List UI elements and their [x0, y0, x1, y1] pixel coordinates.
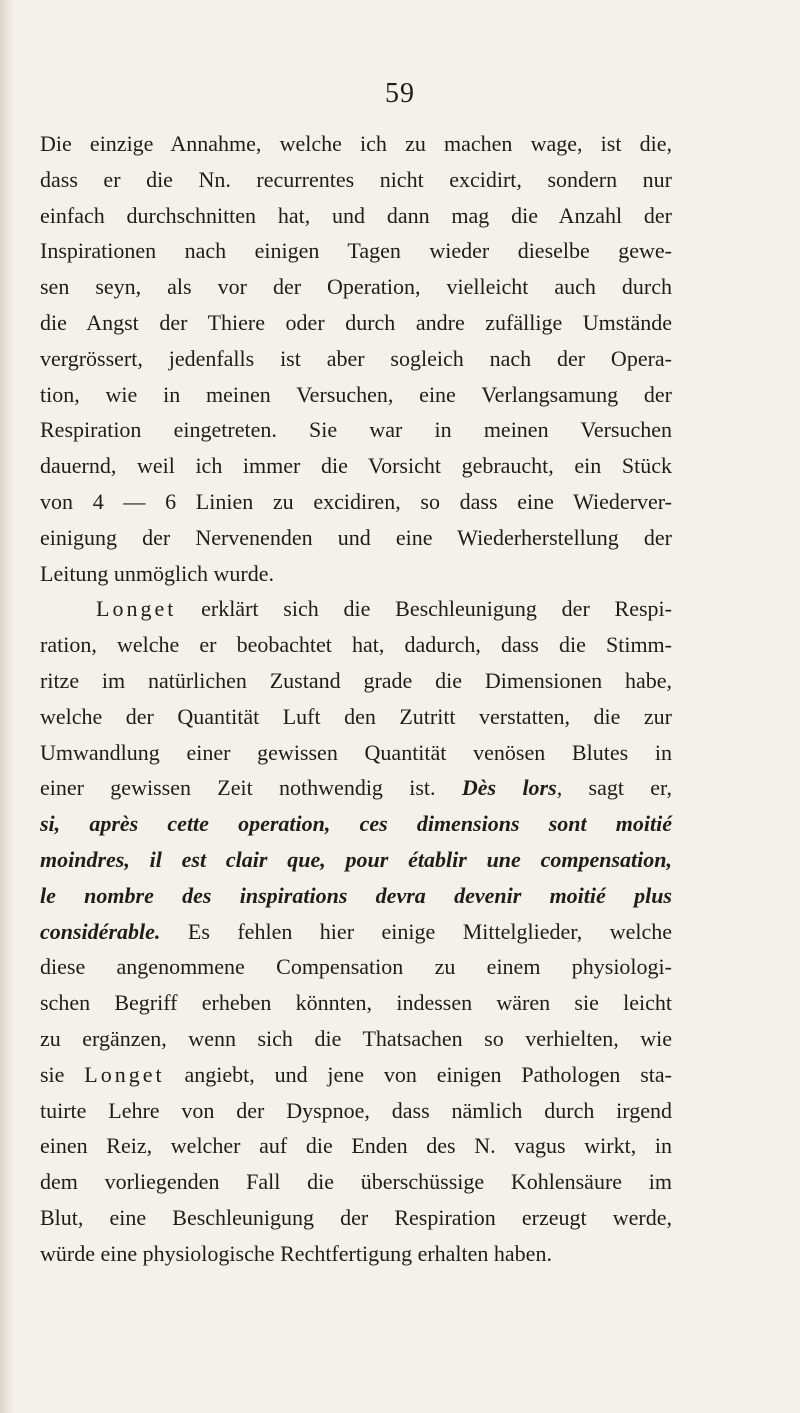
text-segment: zu ergänzen, wenn sich die Thatsachen so verhielten, wie — [40, 1025, 672, 1051]
page-number: 59 — [385, 78, 415, 109]
text-segment: Die einzige Annahme, welche ich zu machen wage, ist die, — [40, 131, 672, 156]
text-segment: einigung der Nervenenden und eine Wiederherstellung der — [40, 524, 672, 550]
text-segment: dem vorliegenden Fall die überschüssige Kohlensäure im — [40, 1169, 672, 1195]
text-line — [40, 162, 672, 198]
french-quote: moindres, il est clair que, pour établir une compensation, — [40, 846, 672, 872]
text-segment: schen Begriff erheben könnten, indessen wären sie leicht — [40, 990, 672, 1016]
text-line — [40, 1021, 672, 1057]
text-segment: tion, wie in meinen Versuchen, eine Verlangsamung der — [40, 381, 672, 407]
text-segment: Respiration eingetreten. Sie war in meinen Versuchen — [40, 417, 672, 443]
text-line — [40, 305, 672, 341]
text-segment: die Angst der Thiere oder durch andre zufällige Umstände — [40, 309, 672, 335]
text-segment: sie — [40, 1061, 85, 1087]
text-line — [40, 1128, 672, 1164]
french-quote: si, après cette operation, ces dimensions sont moitié — [40, 811, 672, 837]
text-line — [40, 914, 672, 950]
text-line — [40, 1236, 672, 1272]
text-line — [40, 556, 672, 592]
text-line — [40, 949, 672, 985]
french-quote: Dès lors — [461, 775, 557, 801]
text-segment: welche der Quantität Luft den Zutritt verstatten, die zur — [40, 703, 672, 729]
text-segment: Leitung unmöglich wurde. — [40, 560, 275, 586]
text-line — [40, 699, 672, 735]
text-line — [40, 198, 672, 234]
text-line — [40, 520, 672, 556]
text-line — [40, 233, 672, 269]
author-name: Longet — [96, 596, 177, 622]
text-segment: Blut, eine Beschleunigung der Respiration erzeugt werde, — [40, 1204, 672, 1230]
text-line — [40, 484, 672, 520]
text-segment: ration, welche er beobachtet hat, dadurch, dass die Stimm- — [40, 632, 672, 658]
text-line — [40, 591, 672, 627]
text-line — [40, 1164, 672, 1200]
text-line — [40, 341, 672, 377]
text-line — [40, 126, 672, 162]
text-segment: tuirte Lehre von der Dyspnoe, dass nämlich durch irgend — [40, 1097, 672, 1123]
body-text — [40, 126, 672, 1272]
text-line — [40, 627, 672, 663]
author-name: Longet — [84, 1061, 165, 1087]
text-segment: vergrössert, jedenfalls ist aber sogleich nach der Opera- — [40, 345, 672, 371]
text-line — [40, 1057, 672, 1093]
text-segment: diese angenommene Compensation zu einem physiologi- — [40, 954, 672, 980]
page-binding-edge — [0, 0, 14, 1413]
text-line — [40, 878, 672, 914]
text-segment: dauernd, weil ich immer die Vorsicht gebraucht, ein Stück — [40, 453, 672, 479]
text-line — [40, 448, 672, 484]
text-segment: einfach durchschnitten hat, und dann mag die Anzahl der — [40, 202, 672, 228]
text-segment: Umwandlung einer gewissen Quantität venösen Blutes in — [40, 739, 672, 765]
text-line — [40, 663, 672, 699]
text-segment: angiebt, und jene von einigen Pathologen sta- — [164, 1061, 672, 1087]
text-segment: würde eine physiologische Rechtfertigung erhalten haben. — [40, 1240, 552, 1266]
text-line — [40, 770, 672, 806]
text-segment: Inspirationen nach einigen Tagen wieder dieselbe gewe- — [40, 238, 672, 264]
text-segment: von 4 — 6 Linien zu excidiren, so dass eine Wiederver- — [40, 488, 672, 514]
text-segment: Es fehlen hier einige Mittelglieder, welche — [160, 918, 672, 944]
text-segment: erklärt sich die Beschleunigung der Respi- — [176, 596, 672, 622]
text-line — [40, 377, 672, 413]
text-segment: einen Reiz, welcher auf die Enden des N. vagus wirkt, in — [40, 1133, 672, 1159]
french-quote: le nombre des inspirations devra devenir moitié plus — [40, 882, 672, 908]
french-quote: considérable. — [40, 918, 161, 944]
text-line — [40, 412, 672, 448]
text-line — [40, 806, 672, 842]
text-line — [40, 985, 672, 1021]
text-segment: , sagt er, — [556, 775, 673, 801]
text-line — [40, 269, 672, 305]
text-line — [40, 1200, 672, 1236]
text-line — [40, 1093, 672, 1129]
text-line — [40, 842, 672, 878]
text-line — [40, 735, 672, 771]
text-segment: sen seyn, als vor der Operation, vielleicht auch durch — [40, 274, 672, 300]
text-segment: einer gewissen Zeit nothwendig ist. — [40, 775, 462, 801]
text-segment: dass er die Nn. recurrentes nicht excidirt, sondern nur — [40, 166, 672, 192]
text-segment: ritze im natürlichen Zustand grade die Dimensionen habe, — [40, 667, 672, 693]
